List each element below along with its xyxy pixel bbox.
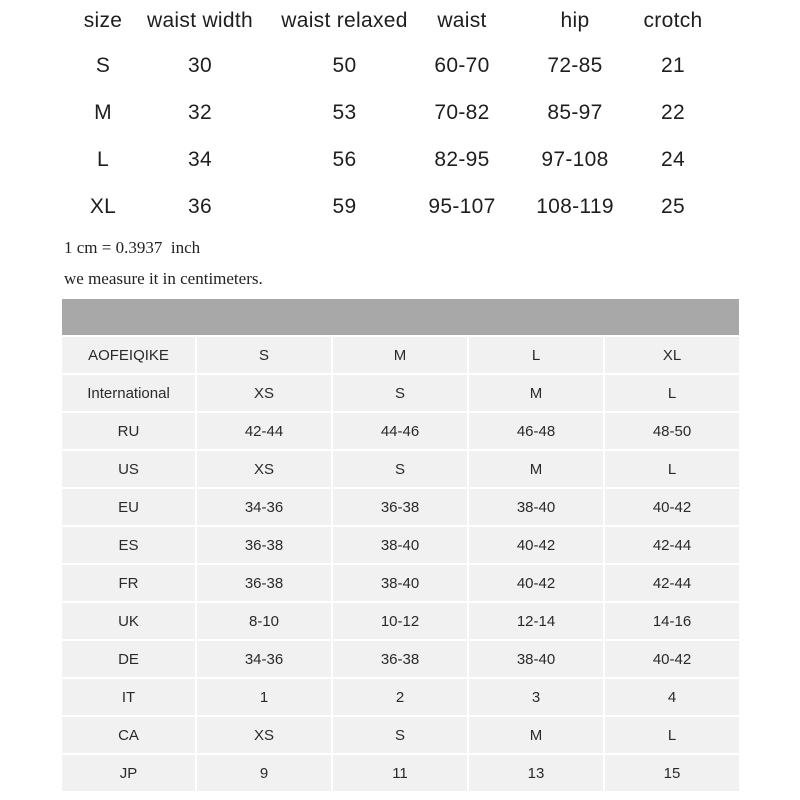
conversion-size-cell: 40-42 (605, 489, 739, 525)
size-table-cell: L (97, 147, 109, 171)
size-table-cell: 56 (332, 147, 357, 171)
conversion-size-cell: 14-16 (605, 603, 739, 639)
size-table-cell: XL (89, 194, 117, 218)
size-table-header-crotch: crotch (643, 9, 703, 32)
conversion-table-row (62, 337, 739, 373)
size-table-cell: M (94, 100, 112, 124)
conversion-size-cell: XS (197, 717, 331, 753)
conversion-region-label: FR (62, 565, 195, 601)
conversion-size-cell: 40-42 (469, 565, 603, 601)
conversion-size-cell: 15 (605, 755, 739, 791)
conversion-size-cell: 9 (197, 755, 331, 791)
conversion-table-row (62, 451, 739, 487)
conversion-size-cell: 38-40 (333, 527, 467, 563)
conversion-size-cell: 42-44 (197, 413, 331, 449)
conversion-region-label: IT (62, 679, 195, 715)
size-table-header-waist-relaxed: waist relaxed (281, 9, 408, 32)
conversion-region-label: UK (62, 603, 195, 639)
conversion-size-cell: S (333, 375, 467, 411)
size-table-row (0, 136, 800, 183)
conversion-size-cell: 34-36 (197, 641, 331, 677)
conversion-size-cell: L (605, 375, 739, 411)
size-table-cell: 60-70 (434, 53, 490, 77)
size-table-cell: 32 (188, 100, 212, 124)
conversion-size-cell: 2 (333, 679, 467, 715)
conversion-size-cell: 42-44 (605, 527, 739, 563)
size-conversion-table (62, 337, 739, 791)
conversion-size-cell: M (469, 375, 603, 411)
size-table-row (0, 42, 800, 89)
size-table-cell: 85-97 (547, 100, 603, 124)
conversion-size-cell: L (469, 337, 603, 373)
conversion-region-label: DE (62, 641, 195, 677)
size-table-cell: 82-95 (434, 147, 490, 171)
conversion-size-cell: XS (197, 375, 331, 411)
conversion-region-label: US (62, 451, 195, 487)
conversion-table-row (62, 641, 739, 677)
conversion-size-cell: 36-38 (197, 527, 331, 563)
conversion-table-row (62, 755, 739, 791)
conversion-size-cell: XS (197, 451, 331, 487)
conversion-size-cell: 36-38 (333, 489, 467, 525)
size-table-cell: 36 (188, 194, 212, 218)
size-table-cell: 50 (332, 53, 357, 77)
conversion-size-cell: S (197, 337, 331, 373)
conversion-size-cell: 38-40 (333, 565, 467, 601)
conversion-size-cell: 1 (197, 679, 331, 715)
conversion-size-cell: 4 (605, 679, 739, 715)
size-table-header-size: size (83, 9, 123, 32)
conversion-size-cell: M (469, 451, 603, 487)
conversion-size-cell: 38-40 (469, 641, 603, 677)
conversion-size-cell: S (333, 717, 467, 753)
conversion-size-cell: 3 (469, 679, 603, 715)
conversion-size-cell: 46-48 (469, 413, 603, 449)
size-table-cell: 97-108 (541, 147, 609, 171)
size-table-cell: 72-85 (547, 53, 603, 77)
conversion-size-cell: 11 (333, 755, 467, 791)
size-table-header-waist-width: waist width (146, 9, 253, 32)
conversion-size-cell: 42-44 (605, 565, 739, 601)
size-table-row (0, 183, 800, 230)
conversion-region-label: EU (62, 489, 195, 525)
size-table-row (0, 89, 800, 136)
size-table-cell: 34 (188, 147, 212, 171)
conversion-size-cell: M (469, 717, 603, 753)
conversion-region-label: CA (62, 717, 195, 753)
conversion-size-cell: M (333, 337, 467, 373)
conversion-size-cell: 36-38 (197, 565, 331, 601)
conversion-size-cell: 36-38 (333, 641, 467, 677)
conversion-size-cell: 44-46 (333, 413, 467, 449)
conversion-region-label: JP (62, 755, 195, 791)
conversion-size-cell: L (605, 717, 739, 753)
size-table-cell: 24 (661, 147, 685, 171)
conversion-table-row (62, 603, 739, 639)
conversion-table-row (62, 413, 739, 449)
size-table-cell: 108-119 (536, 194, 614, 218)
conversion-table-row (62, 565, 739, 601)
size-table-cell: 59 (332, 194, 357, 218)
conversion-size-cell: 12-14 (469, 603, 603, 639)
conversion-region-label: AOFEIQIKE (62, 337, 195, 373)
conversion-size-cell: S (333, 451, 467, 487)
conversion-size-cell: 13 (469, 755, 603, 791)
conversion-size-cell: 8-10 (197, 603, 331, 639)
conversion-table-row (62, 489, 739, 525)
size-table-cell: 95-107 (428, 194, 496, 218)
size-table-header-waist: waist (437, 9, 487, 32)
conversion-table-header-bar (62, 299, 739, 335)
conversion-region-label: RU (62, 413, 195, 449)
conversion-size-cell: L (605, 451, 739, 487)
conversion-size-cell: 40-42 (605, 641, 739, 677)
size-measurement-table (0, 0, 800, 230)
size-table-cell: 21 (661, 53, 685, 77)
conversion-table-row (62, 375, 739, 411)
conversion-size-cell: 40-42 (469, 527, 603, 563)
inch-conversion-note: 1 cm = 0.3937 inch (64, 238, 201, 257)
conversion-region-label: International (62, 375, 195, 411)
measurement-unit-note: we measure it in centimeters. (64, 269, 263, 288)
conversion-region-label: ES (62, 527, 195, 563)
conversion-size-cell: 48-50 (605, 413, 739, 449)
conversion-table-row (62, 679, 739, 715)
size-conversion-chart (62, 299, 739, 793)
conversion-table-row (62, 717, 739, 753)
size-table-cell: 30 (188, 53, 212, 77)
conversion-table-row (62, 527, 739, 563)
size-table-cell: 70-82 (434, 100, 490, 124)
size-table-header-hip: hip (560, 9, 590, 32)
conversion-size-cell: 34-36 (197, 489, 331, 525)
size-table-cell: S (95, 53, 111, 77)
conversion-size-cell: XL (605, 337, 739, 373)
size-table-cell: 53 (332, 100, 357, 124)
size-table-cell: 25 (661, 194, 685, 218)
size-table-header-row (0, 0, 800, 42)
size-table-cell: 22 (661, 100, 685, 124)
conversion-size-cell: 38-40 (469, 489, 603, 525)
conversion-size-cell: 10-12 (333, 603, 467, 639)
